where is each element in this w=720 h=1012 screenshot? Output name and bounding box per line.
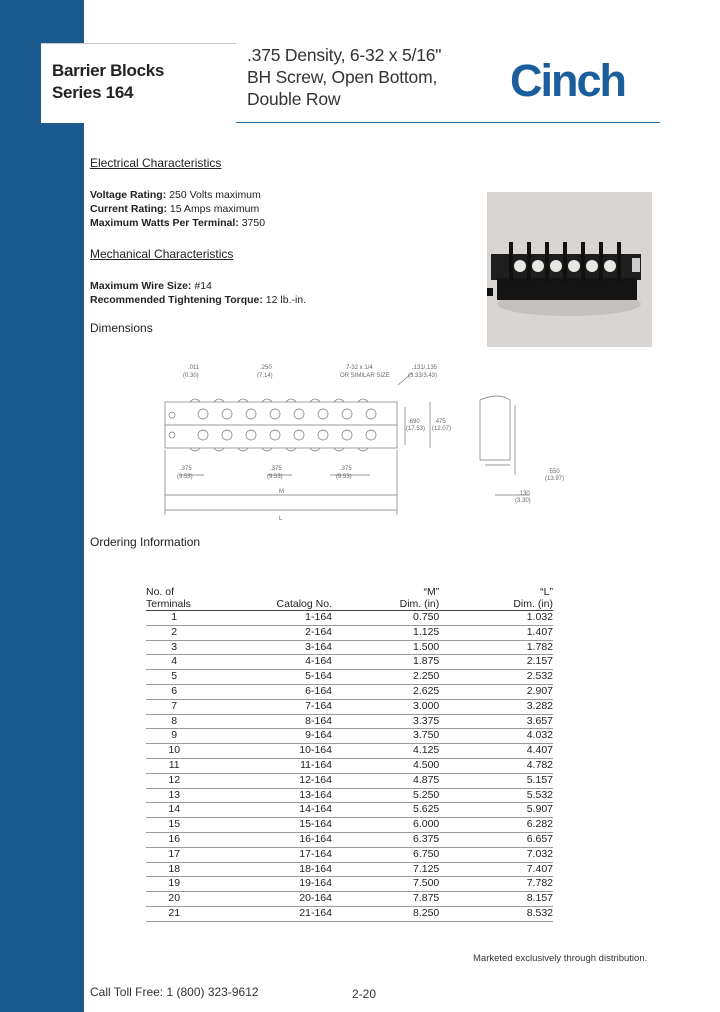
table-cell: 7.875: [413, 892, 440, 905]
barrier-block-image: [487, 192, 652, 347]
dim-label: (13.97): [545, 476, 565, 482]
page-number: 2-20: [352, 987, 377, 1001]
table-cell: 21: [168, 906, 181, 919]
table-row: [146, 906, 553, 921]
table-row: [146, 625, 553, 640]
dim-label: OR SIMILAR SIZE: [340, 373, 390, 379]
col-header: [228, 586, 332, 598]
table-header-row: [146, 598, 553, 611]
table-cell: 16-164: [299, 832, 332, 845]
table-cell: 3: [171, 640, 178, 653]
table-cell: 4: [171, 655, 178, 668]
table-cell: 3-164: [305, 640, 332, 653]
table-cell: 4.407: [526, 744, 553, 757]
table-cell: 4-164: [305, 655, 332, 668]
product-photo: [487, 192, 652, 347]
table-cell: 6-164: [305, 684, 332, 697]
table-row: [146, 729, 553, 744]
table-cell: 15-164: [299, 818, 332, 831]
table-cell: 8.157: [526, 892, 553, 905]
table-row: [146, 862, 553, 877]
col-header: Dim. (in): [332, 598, 439, 611]
spec-line: Recommended Tightening Torque: 12 lb.-in.: [90, 294, 307, 306]
subtitle-line: BH Screw, Open Bottom,: [247, 67, 438, 87]
table-cell: 8.532: [526, 906, 553, 919]
dim-label: .475: [434, 419, 446, 425]
table-cell: 12: [168, 773, 181, 786]
table-cell: 16: [168, 832, 181, 845]
table-cell: 7.407: [526, 862, 553, 875]
table-row: [146, 818, 553, 833]
table-cell: 11: [168, 758, 180, 771]
ordering-table: [146, 586, 553, 922]
table-cell: 2: [171, 625, 178, 638]
table-cell: 7.125: [413, 862, 440, 875]
dim-label: (9.53): [336, 474, 352, 480]
table-cell: 6.750: [413, 847, 440, 860]
table-cell: 7.782: [526, 877, 553, 890]
table-row: [146, 714, 553, 729]
table-cell: 15: [168, 818, 181, 831]
distribution-note: Marketed exclusively through distribution.: [473, 953, 648, 964]
table-cell: 18: [168, 862, 181, 875]
table-cell: 19: [168, 877, 181, 890]
table-cell: 3.750: [413, 729, 440, 742]
electrical-heading: Electrical Characteristics: [90, 156, 222, 170]
dim-label: M: [279, 489, 284, 495]
left-sidebar-band: [0, 0, 84, 1012]
dim-label: (3.33/3.43): [408, 373, 438, 379]
table-row: [146, 788, 553, 803]
dim-label: (17.53): [406, 426, 426, 432]
table-row: [146, 758, 553, 773]
table-cell: 10-164: [299, 744, 332, 757]
product-subtitle: [247, 44, 441, 110]
toll-free-phone: Call Toll Free: 1 (800) 323-9612: [90, 985, 259, 999]
table-cell: 14: [168, 803, 181, 816]
table-cell: 10: [168, 744, 181, 757]
dim-label: (12.07): [432, 426, 452, 432]
spec-line: Maximum Watts Per Terminal: 3750: [90, 217, 266, 229]
col-header: Dim. (in): [439, 598, 553, 611]
table-cell: 11-164: [300, 758, 332, 771]
table-row: [146, 832, 553, 847]
spec-line: Maximum Wire Size: #14: [90, 280, 212, 292]
table-cell: 18-164: [299, 862, 332, 875]
dim-label: L: [279, 516, 283, 522]
dim-label: .250: [260, 365, 272, 371]
table-cell: 2.157: [526, 655, 553, 668]
table-cell: 20-164: [299, 892, 332, 905]
table-cell: 3.657: [526, 714, 553, 727]
table-cell: 4.782: [526, 758, 553, 771]
dim-label: 7-32 x 1/4: [346, 365, 373, 371]
table-cell: 17-164: [299, 847, 332, 860]
table-header-row: [146, 586, 553, 598]
table-cell: 2.250: [413, 670, 440, 683]
table-cell: 5: [171, 670, 178, 683]
dim-label: .375: [340, 466, 352, 472]
dim-label: .131/.135: [412, 365, 438, 371]
col-header: Catalog No.: [228, 598, 332, 611]
table-cell: 6.282: [526, 818, 553, 831]
dimensions-heading: Dimensions: [90, 321, 153, 335]
table-row: [146, 670, 553, 685]
table-cell: 7: [171, 699, 178, 712]
table-cell: 4.125: [413, 744, 440, 757]
dim-label: .375: [270, 466, 282, 472]
col-header: No. of: [146, 586, 175, 598]
table-cell: 12-164: [299, 773, 332, 786]
table-row: [146, 655, 553, 670]
dim-label: .550: [548, 469, 560, 475]
dim-label: (9.53): [177, 474, 193, 480]
table-cell: 3.375: [413, 714, 440, 727]
table-cell: 19-164: [299, 877, 332, 890]
table-row: [146, 877, 553, 892]
table-cell: 1.500: [413, 640, 440, 653]
table-cell: 20: [168, 892, 181, 905]
table-row: [146, 803, 553, 818]
title-box: [41, 43, 236, 123]
product-title: Barrier Blocks: [52, 61, 165, 80]
table-row: [146, 847, 553, 862]
table-row: [146, 684, 553, 699]
table-cell: 2.907: [526, 684, 553, 697]
table-cell: 8-164: [305, 714, 332, 727]
table-cell: 2.625: [413, 684, 440, 697]
table-row: [146, 773, 553, 788]
table-cell: 7.500: [413, 877, 440, 890]
table-cell: 6.375: [413, 832, 440, 845]
table-cell: 1: [171, 611, 178, 623]
table-cell: 9-164: [305, 729, 332, 742]
table-cell: 1.125: [413, 625, 440, 638]
table-cell: 4.032: [526, 729, 553, 742]
dim-label: .130: [518, 491, 530, 497]
mechanical-heading: Mechanical Characteristics: [90, 247, 234, 261]
table-cell: 5-164: [305, 670, 332, 683]
table-cell: 6.657: [526, 832, 553, 845]
dim-label: .690: [408, 419, 420, 425]
dimension-drawing-svg: [150, 355, 575, 525]
dim-label: (7.14): [257, 373, 273, 379]
table-cell: 4.500: [413, 758, 440, 771]
table-cell: 13-164: [299, 788, 332, 801]
dim-label: (0.30): [183, 373, 199, 379]
spec-line: Voltage Rating: 250 Volts maximum: [90, 189, 261, 201]
dim-label: (3.30): [515, 498, 531, 504]
table-cell: 6.000: [413, 818, 440, 831]
table-row: [146, 640, 553, 655]
table-cell: 3.000: [413, 699, 440, 712]
table-cell: 17: [168, 847, 181, 860]
table-cell: 1.875: [413, 655, 440, 668]
table-cell: 2.532: [526, 670, 553, 683]
table-cell: 5.250: [413, 788, 440, 801]
table-cell: 4.875: [413, 773, 440, 786]
table-cell: 8: [171, 714, 178, 727]
subtitle-line: Double Row: [247, 89, 341, 109]
table-cell: 5.532: [526, 788, 553, 801]
table-cell: 0.750: [413, 611, 440, 623]
table-cell: 14-164: [299, 803, 332, 816]
dim-label: .375: [180, 466, 192, 472]
table-cell: 9: [171, 729, 178, 742]
table-cell: 8.250: [413, 906, 440, 919]
table-cell: 5.907: [526, 803, 553, 816]
table-cell: 1.032: [526, 611, 553, 623]
spec-line: Current Rating: 15 Amps maximum: [90, 203, 260, 215]
dim-label: .011: [188, 365, 200, 371]
header-rule: [236, 122, 660, 123]
table-row: [146, 699, 553, 714]
cinch-logo: Cinch: [510, 55, 626, 106]
table-cell: 5.625: [413, 803, 440, 816]
table-cell: 2-164: [305, 625, 332, 638]
table-cell: 7.032: [526, 847, 553, 860]
col-header: “M”: [423, 586, 440, 598]
dim-label: (9.53): [267, 474, 283, 480]
table-row: [146, 892, 553, 907]
table-cell: 7-164: [305, 699, 332, 712]
table-cell: 1-164: [305, 611, 332, 623]
table-cell: 1.782: [526, 640, 553, 653]
col-header: Terminals: [146, 598, 228, 611]
col-header: “L”: [540, 586, 553, 598]
table-cell: 21-164: [299, 906, 332, 919]
subtitle-line: .375 Density, 6-32 x 5/16": [247, 45, 442, 65]
table-cell: 13: [168, 788, 181, 801]
product-series: Series 164: [52, 83, 134, 102]
table-cell: 1.407: [526, 625, 553, 638]
table-row: [146, 611, 553, 626]
table-cell: 3.282: [526, 699, 553, 712]
table-row: [146, 744, 553, 759]
table-body: [146, 611, 553, 922]
table-cell: 5.157: [526, 773, 553, 786]
table-cell: 6: [171, 684, 178, 697]
ordering-heading: Ordering Information: [90, 535, 201, 549]
dimension-drawing: [150, 355, 575, 525]
